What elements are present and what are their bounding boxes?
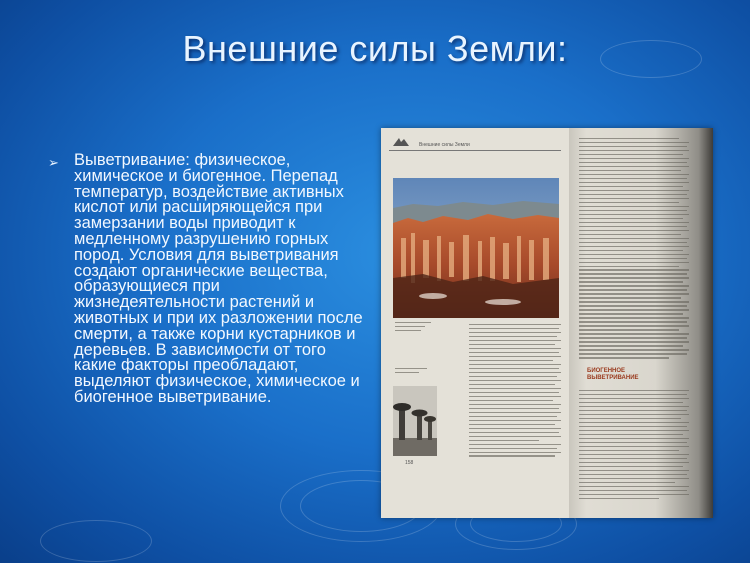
photo-caption [395, 322, 435, 334]
right-column-text-top [579, 138, 689, 361]
textbook-page-image [381, 128, 713, 518]
left-column-text [469, 324, 561, 459]
header-rule [389, 150, 561, 151]
left-page [381, 128, 569, 518]
arrow-bullet-icon: ➢ [48, 155, 59, 170]
photo-caption [395, 368, 435, 376]
rock-pillars-photo [393, 386, 437, 456]
bullet-text: Выветривание: физическое, химическое и биогенное. Перепад температур, воздействие активных кислот или расширяющейся при замерзании воды приводит к медленному разрушению горных пород. Условия для выветривания создают органические вещества, образующиеся при жизнедеятельности растений и животных и при их разложении после смерти, а также корни кустарников и деревьев. В зависимости от того какие факторы преобладают, выделяют физическое, химическое и биогенное выветривание. [74, 151, 363, 406]
water-ripple [40, 520, 152, 562]
page-number: 158 [405, 460, 414, 466]
book-logo-icon [391, 136, 411, 148]
right-page [569, 128, 713, 518]
book-header: Внешние силы Земли [419, 142, 470, 148]
slide-title: Внешние силы Земли: [182, 28, 568, 69]
bullet-item [48, 153, 368, 406]
canyon-photo [393, 178, 559, 318]
section-subheading: БИОГЕННОЕ ВЫВЕТРИВАНИЕ [587, 368, 639, 381]
right-column-text-bottom [579, 390, 689, 502]
